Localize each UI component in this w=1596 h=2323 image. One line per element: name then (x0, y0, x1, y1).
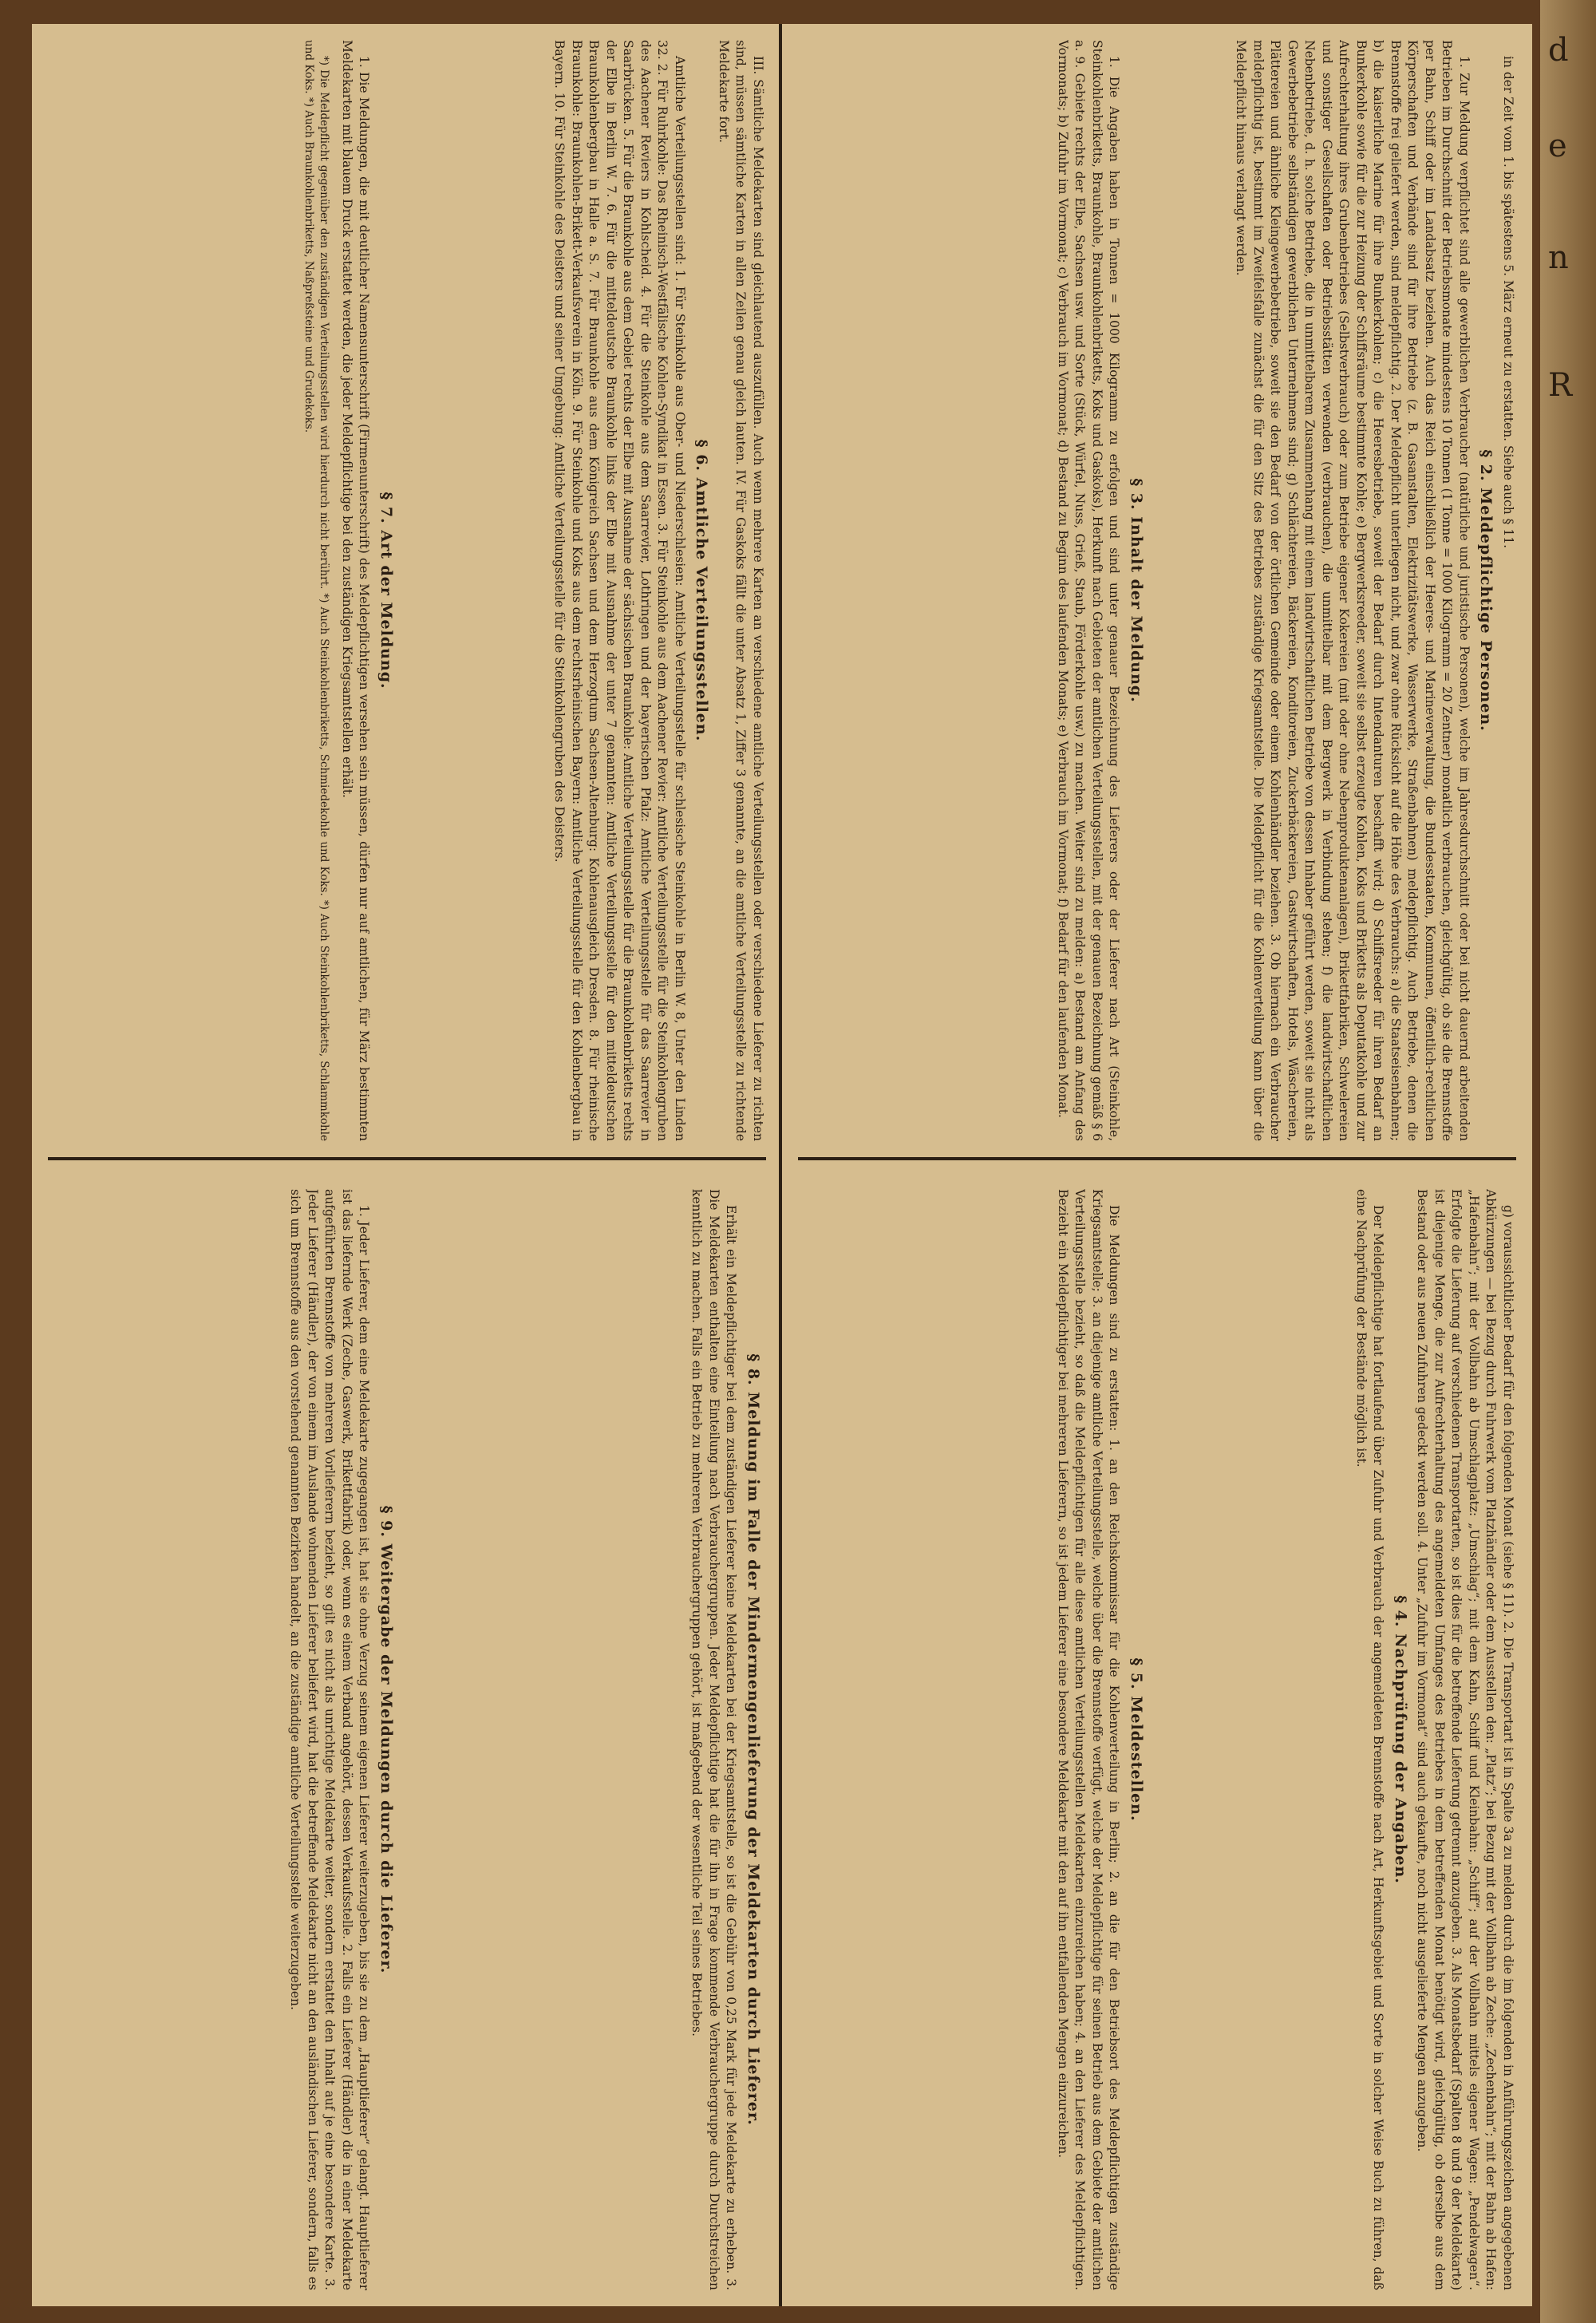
section-heading: § 6. Amtliche Verteilungsstellen. (693, 439, 711, 742)
section-heading: § 7. Art der Meldung. (377, 492, 395, 689)
section-heading: § 4. Nachprüfung der Angaben. (1392, 1595, 1409, 1884)
edge-letter: d (1548, 32, 1569, 69)
vertical-column-rule (48, 1157, 766, 1160)
horizontal-column-rule (779, 24, 782, 2306)
section-body: 1. Die Angaben haben in Tonnen = 1000 Kilogramm zu erfolgen und sind unter genauer Bezeichnung des Lieferers oder der Lieferer nach Art (Steinkohle, Steinkohlenbriketts, Braunkohle, Braunkohlenbriketts, Koks und Gaskoks), Herkunft nach Gebieten der amtlichen Verteilungsstellen, mit der genauen Bezeichnung gemäß § 6 a. 9. Gebiete rechts der Elbe, Sachsen usw. und Sorte (Stück, Würfel, Nuss, Grieß, Staub, Förderkohle usw.) zu machen. Weiter sind zu melden: a) Bestand am Anfang des Vormonats; b) Zufuhr im Vormonat; c) Verbrauch im Vormonat; d) Bestand zu Beginn des laufenden Monats; e) Verbrauch im Vormonat; f) Bedarf für den laufenden Monat. (1056, 40, 1122, 1141)
edge-letter: R (1548, 367, 1573, 404)
section-body: III. Sämtliche Meldekarten sind gleichlautend auszufüllen. Auch wenn mehrere Karten an verschiedene amtliche Verteilungsstellen oder verschiedene Lieferer zu richten sind, müssen sämtliche Karten in allen Zeilen genau gleich lauten. IV. Für Gaskoks fällt die unter Absatz 1, Ziffer 3 genannte, an die amtliche Verteilungsstelle zu richtende Meldekarte fort. (717, 40, 765, 1141)
text-column (415, 1189, 766, 2290)
rotated-text-block (32, 24, 1532, 2306)
section-body: Amtliche Verteilungsstellen sind: 1. Für Steinkohle aus Ober- und Niederschlesien: Amtliche Verteilungsstelle für schlesische Steinkohle in Berlin W. 8, Unter den Linden 32. 2. Für Ruhrkohle: Das Rheinisch-Westfälische Kohlen-Syndikat in Essen. 3. Für Steinkohle aus dem Aachener Revier: Amtliche Verteilungsstelle für die Steinkohlengruben des Aachener Reviers in Kohlscheid. 4. Für die Steinkohle aus dem Saarrevier, Lothringen und der bayerischen Pfalz: Amtliche Verteilungsstelle für das Saarrevier in Saarbrücken. 5. Für die Braunkohle aus dem Gebiet rechts der Elbe mit Ausnahme der sächsischen Braunkohle: Amtliche Verteilungsstelle für die Braunkohlenbriketts rechts der Elbe in Berlin W. 7. 6. Für die mitteldeutsche Braunkohle links der Elbe mit Ausnahme der unter 7 genannten: Amtliche Verteilungsstelle für den mitteldeutschen Braunkohlenbergbau in Halle a. S. 7. Für Braunkohle aus dem Königreich Sachsen und dem Herzogtum Sachsen-Altenburg: Kohlenausgleich Dresden. 8. Für rheinische Braunkohle: Braunkohlen-Brikett-Verkaufsverein in Köln. 9. Für Steinkohle und Koks aus dem rechtsrheinischen Bayern: Amtliche Verteilungsstelle für den Kohlenbergbau in Bayern. 10. Für Steinkohle des Deisters und seiner Umgebung: Amtliche Verteilungsstelle für die Steinkohlengruben des Deisters. (552, 40, 687, 1141)
paper-sheet (32, 24, 1532, 2306)
vertical-column-rule (798, 1157, 1516, 1160)
text-column (798, 1189, 1149, 2290)
text-column (798, 40, 1149, 1141)
edge-letter: e (1548, 128, 1567, 164)
section-body: Erhält ein Meldepflichtiger bei dem zuständigen Lieferer keine Meldekarten bei der Kriegsamtstelle, so ist die Gebühr von 0,25 Mark für jede Meldekarte zu erheben. 3. Die Meldekarten enthalten eine Einteilung nach Verbrauchergruppen. Jeder Meldepflichtige hat die für ihn in Frage kommende Verbrauchergruppe durch Durchstreichen kenntlich zu machen. Falls ein Betrieb zu mehreren Verbrauchergruppen gehört, ist maßgebend der wesentliche Teil seines Betriebes. (689, 1189, 739, 2290)
footnotes: *) Die Meldepflicht gegenüber den zuständigen Verteilungsstellen wird hierdurch nicht berührt. *) Auch Steinkohlenbriketts, Schmiedekohle und Koks. *) Auch Steinkohlenbriketts, Schlammkohle und Koks. *) Auch Braunkohlenbriketts, Naßpreßsteine und Grudekoks. (302, 40, 331, 1141)
section-body: 1. Zur Meldung verpflichtet sind alle gewerblichen Verbraucher (natürliche und juristische Personen), welche im Jahresdurchschnitt oder bei nicht dauernd arbeitenden Betrieben im Durchschnitt der Betriebsmonate mindestens 10 Tonnen (1 Tonne = 1000 Kilogramm = 20 Zentner) monatlich verbrauchen, gleichgültig, ob sie die Brennstoffe per Bahn, Schiff oder im Landabsatz beziehen. Auch das Reich einschließlich der Heeres- und Marineverwaltung, die Bundesstaaten, Kommunen, öffentlich-rechtlichen Körperschaften und Verbände sind für ihre Betriebe (z. B. Gasanstalten, Elektrizitätswerke, Wasserwerke, Straßenbahnen) meldepflichtig. Auch Betriebe, denen die Brennstoffe frei geliefert werden, sind meldepflichtig. 2. Der Meldepflicht unterliegen nicht, und zwar ohne Rücksicht auf die Höhe des Verbrauchs: a) die Staatseisenbahnen; b) die kaiserliche Marine für ihre Bunkerkohlen; c) die Heeresbetriebe, soweit der Bedarf durch Intendanturen beschafft wird; d) Schiffsreeder für ihren Bedarf an Bunkerkohle sowie für die zur Heizung der Schiffsräume bestimmte Kohle; e) Bergwerksreeder, soweit sie selbst erzeugte Kohlen, Koks und Briketts als Deputatkohle und zur Aufrechterhaltung ihres Grubenbetriebes (Selbstverbrauch) oder zum Betriebe eigener Kokereien (mit oder ohne Nebenproduktenanlagen), Brikettfabriken, Schwelereien und sonstiger Gesellschaften oder Betriebsstätten verwenden (verbrauchen), die unmittelbar mit dem Bergwerk in Verbindung stehen; f) die landwirtschaftlichen Nebenbetriebe, d. h. solche Betriebe, die in unmittelbarem Zusammenhang mit einem landwirtschaftlichen Betriebe von dessen Inhaber geführt werden, soweit sie nicht als Gewerbebetriebe selbständigen gewerblichen Unternehmens sind; g) Schlächtereien, Bäckereien, Konditoreien, Zuckerbäckereien, Gastwirtschaften, Hotels, Wäschereien, Plättereien und ähnliche Kleingewerbebetriebe, soweit sie den Bedarf von der örtlichen Gemeinde oder einem Kohlenhändler beziehen. 3. Ob hiernach ein Verbraucher meldepflichtig ist, bestimmt im Zweifelsfalle zunächst die für den Sitz des Betriebes zuständige Kriegsamtstelle. Die Meldepflicht für die Kohlenverteilung kann über die Meldepflicht hinaus verlangt werden. (1234, 40, 1472, 1141)
section-body: Die Meldungen sind zu erstatten: 1. an den Reichskommissar für die Kohlenverteilung in Berlin; 2. an die für den Betriebsort des Meldepflichtigen zuständige Kriegsamtstelle; 3. an diejenige amtliche Verteilungsstelle, welche über die Brennstoffe verfügt, welche der Meldepflichtige für seinen Betrieb aus dem Gebiete der amtlichen Verteilungsstelle bezieht, so daß die Meldepflichtigen für alle diese amtlichen Verteilungsstellen Meldekarten einzureichen haben; 4. an den Lieferer des Meldepflichtigen. Bezieht ein Meldepflichtiger bei mehreren Lieferern, so ist jedem Lieferer eine besondere Meldekarte mit den auf ihn entfallenden Mengen einzureichen. (1056, 1189, 1122, 2290)
intro-paragraph: in der Zeit vom 1. bis spätestens 5. März erneut zu erstatten. Siehe auch § 11. (1501, 56, 1515, 549)
section-heading: § 9. Weitergabe der Meldungen durch die Lieferer. (377, 1505, 395, 1974)
edge-letter: n (1548, 239, 1569, 276)
text-column (415, 40, 766, 1141)
section-heading: § 3. Inhalt der Meldung. (1128, 478, 1145, 703)
section-heading: § 5. Meldestellen. (1128, 1657, 1145, 1822)
text-column (48, 1189, 399, 2290)
section-body: 1. Jeder Lieferer, dem eine Meldekarte zugegangen ist, hat sie ohne Verzug seinem eigenen Lieferer weiterzugeben, bis sie zu dem „Hauptlieferer“ gelangt. Hauptlieferer ist das liefernde Werk (Zeche, Gaswerk, Brikettfabrik) oder, wenn es einem Verband angehört, dessen Verkaufsstelle. 2. Falls ein Lieferer (Händler) die in einer Meldekarte aufgeführten Brennstoffe von mehreren Vorlieferern bezieht, so gilt es nicht als unrichtige Meldekarte weiter, sondern erstattet den Inhalt auf je eine besondere Karte. 3. Jeder Lieferer (Händler), der von einem im Auslande wohnenden Lieferer beliefert wird, hat die betreffende Meldekarte nicht an den ausländischen Lieferer, sondern, falls es sich um Brennstoffe aus den vorstehend genannten Bezirken handelt, an die zuständige amtliche Verteilungsstelle weiterzugeben. (288, 1189, 372, 2290)
adjacent-page-edge (1540, 0, 1596, 2323)
section-body: 1. Die Meldungen, die mit deutlicher Namensunterschrift (Firmenunterschrift) des Meldepflichtigen versehen sein müssen, dürfen nur auf amtlichen, für März bestimmten Meldekarten mit blauem Druck erstattet werden, die jeder Meldepflichtige bei den zuständigen Kriegsamtstellen erhält. (340, 40, 372, 1141)
section-body: g) voraussichtlicher Bedarf für den folgenden Monat (siehe § 11). 2. Die Transportart ist in Spalte 3a zu melden durch die im folgenden in Anführungszeichen angegebenen Abkürzungen — bei Bezug durch Fuhrwerk vom Platzhändler oder dem Ausstellen den: „Platz“; bei Bezug mit der Vollbahn ab Zeche: „Zechenbahn“; mit der Bahn ab Hafen: „Hafenbahn“; mit der Vollbahn ab Umschlagplatz: „Umschlag“; mit dem Kahn, Schiff und Kleinbahn: „Schiff“; auf der Vollbahn mittels eigener Wagen: „Pendelwagen“. Erfolgte die Lieferung auf verschiedenen Transportarten, so ist dies für die betreffende Lieferung getrennt anzugeben. 3. Als Monatsbedarf (Spalten 8 und 9 der Meldekarte) ist diejenige Menge, die zur Aufrechterhaltung des angemeldeten Umfanges des Betriebes in dem betreffenden Monat benötigt wird, gleichgültig, ob derselbe aus dem Bestand oder aus neuen Zufuhren gedeckt werden soll. 4. Unter „Zufuhr im Vormonat“ sind auch gekaufte, noch nicht ausgelieferte Mengen anzugeben. (1415, 1189, 1515, 2290)
section-body: Der Meldepflichtige hat fortlaufend über Zufuhr und Verbrauch der angemeldeten Brennstoffe nach Art, Herkunftsgebiet und Sorte in solcher Weise Buch zu führen, daß eine Nachprüfung der Bestände möglich ist. (1354, 1189, 1386, 2290)
text-column (1165, 40, 1516, 1141)
text-column (1165, 1189, 1516, 2290)
text-column (48, 40, 399, 1141)
section-heading: § 8. Meldung im Falle der Mindermengenlieferung der Meldekarten durch Lieferer. (745, 1353, 762, 2126)
section-heading: § 2. Meldepflichtige Personen. (1477, 449, 1495, 732)
